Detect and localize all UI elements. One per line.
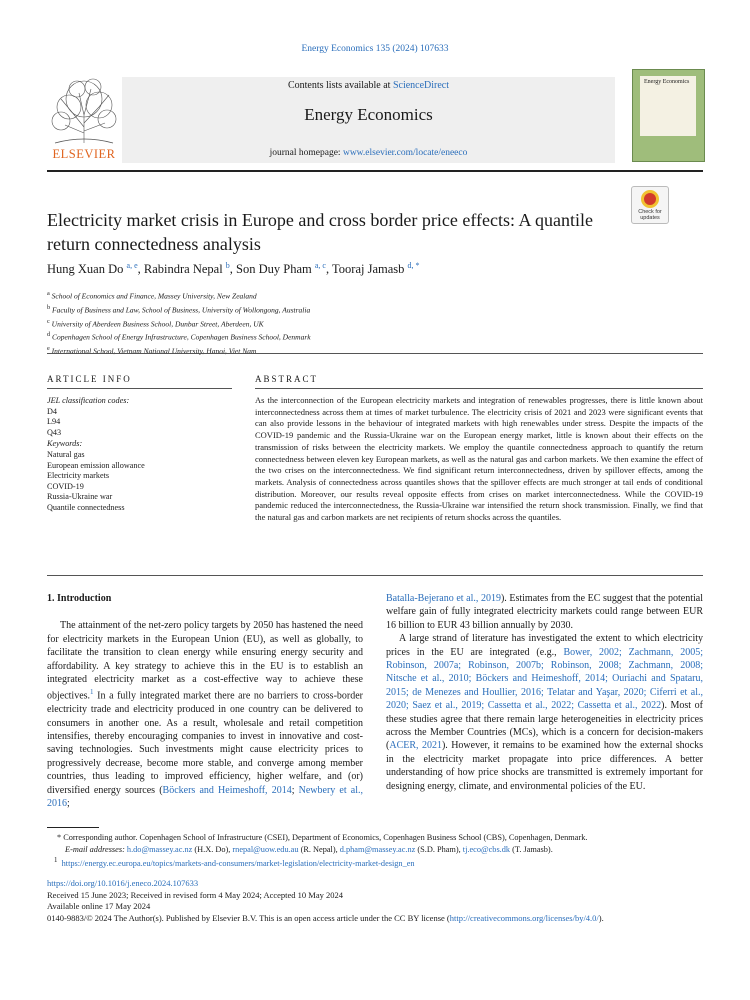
sciencedirect-link[interactable]: ScienceDirect bbox=[392, 80, 450, 91]
author-name[interactable]: Tooraj Jamasb bbox=[332, 262, 405, 277]
journal-title: Energy Economics bbox=[304, 105, 433, 124]
footnotes bbox=[47, 832, 703, 869]
affiliations bbox=[47, 288, 311, 357]
intro-paragraph-1-cont: Batalla-Bejerano et al., 2019). Estimates from the EC suggest that the potential welfare gain of fully integrated electricity markets could range between EUR 16 billion to EUR 43 billion annually by 2030. bbox=[386, 593, 703, 631]
email-link[interactable]: h.do@massey.ac.nz bbox=[126, 844, 193, 854]
elsevier-tree-icon bbox=[47, 77, 121, 147]
keyword: European emission allowance bbox=[47, 460, 145, 470]
journal-cover[interactable] bbox=[632, 69, 705, 162]
email-link[interactable]: d.pham@massey.ac.nz bbox=[339, 844, 416, 854]
body-column-left bbox=[47, 592, 363, 810]
email-link[interactable]: tj.eco@cbs.dk bbox=[462, 844, 511, 854]
doi-link[interactable]: https://doi.org/10.1016/j.eneco.2024.107633 bbox=[47, 878, 199, 888]
citation-link[interactable]: Batalla-Bejerano et al., 2019 bbox=[386, 593, 501, 604]
keyword: Electricity markets bbox=[47, 471, 110, 481]
abstract-heading: ABSTRACT bbox=[255, 374, 319, 384]
license-link[interactable]: http://creativecommons.org/licenses/by/4.0/ bbox=[449, 912, 599, 923]
body-column-right bbox=[386, 592, 703, 793]
check-updates-icon bbox=[641, 190, 659, 208]
citation-link[interactable]: Newbery et al., 2016 bbox=[47, 784, 363, 810]
footnote-1: $^1$ https://energy.ec.europa.eu/topics/markets-and-consumers/market-legislation/electricity-market-design_en bbox=[54, 857, 415, 868]
received-dates: Received 15 June 2023; Received in revised form 4 May 2024; Accepted 10 May 2024 bbox=[47, 889, 344, 900]
check-updates-label: Check for updates bbox=[638, 209, 662, 221]
keyword: Russia-Ukraine war bbox=[47, 492, 113, 502]
keyword: Quantile connectedness bbox=[47, 502, 125, 512]
citation-link[interactable]: ACER, 2021 bbox=[389, 740, 442, 752]
keyword: COVID-19 bbox=[47, 481, 84, 491]
header-rule bbox=[47, 353, 703, 354]
article-info-heading: ARTICLE INFO bbox=[47, 374, 132, 384]
masthead-center bbox=[122, 77, 615, 163]
footnote-url[interactable]: https://energy.ec.europa.eu/topics/markets-and-consumers/market-legislation/electricity-market-design_en bbox=[61, 858, 415, 868]
article-info bbox=[47, 396, 232, 514]
author-list: Hung Xuan Do $^{a, e}$, Rabindra Nepal $^b$, Son Duy Pham $^{a, c}$, Tooraj Jamasb $^{d, *}$ bbox=[47, 261, 420, 277]
check-for-updates-button[interactable] bbox=[631, 186, 669, 224]
keywords-heading: Keywords: bbox=[47, 439, 83, 449]
affiliation: $^d$ Copenhagen School of Energy Infrastructure, Copenhagen Business School, Denmark bbox=[47, 331, 311, 342]
contents-line: Contents lists available at ScienceDirect bbox=[287, 80, 450, 91]
homepage-link[interactable]: www.elsevier.com/locate/eneeco bbox=[342, 148, 468, 158]
jel-code: L94 bbox=[47, 417, 61, 427]
homepage-line: journal homepage: www.elsevier.com/locate/eneeco bbox=[269, 148, 468, 158]
author-name[interactable]: Hung Xuan Do bbox=[47, 262, 124, 277]
license-line: 0140-9883/© 2024 The Author(s). Published by Elsevier B.V. This is an open access article under the CC BY license (http://creativecommons.org/licenses/by/4.0/). bbox=[47, 912, 604, 923]
abstract-end-rule bbox=[47, 575, 703, 576]
author-sup[interactable]: a, c bbox=[314, 261, 326, 270]
footnote-ref[interactable]: 1 bbox=[90, 688, 94, 697]
footnote-rule bbox=[47, 827, 99, 828]
abstract-rule bbox=[255, 388, 703, 389]
affiliation: $^e$ International School, Vietnam National University, Hanoi, Viet Nam bbox=[47, 345, 257, 356]
masthead-rule bbox=[47, 170, 703, 172]
journal-masthead bbox=[47, 77, 703, 163]
paper-title: Electricity market crisis in Europe and cross border price effects: A quantile return connectedness analysis bbox=[47, 210, 593, 254]
jel-code: Q43 bbox=[47, 427, 62, 437]
online-date: Available online 17 May 2024 bbox=[47, 901, 151, 912]
cover-title: Energy Economics bbox=[640, 76, 696, 136]
corresponding-note: * Corresponding author. Copenhagen School of Infrastructure (CSEI), Department of Economics, Copenhagen Business School (CBS), Copenhagen, Denmark. bbox=[57, 833, 588, 842]
affiliation: $^a$ School of Economics and Finance, Massey University, New Zealand bbox=[47, 290, 257, 301]
abstract-text: As the interconnection of the European electricity markets and integration of renewables progresses, there is little known about interconnectedness across them at times of market turbulence. The electricity crisis of 2021 and 2023 were significant events that can also provide lessons in the behaviour of integrated markets with high renewables under stress. Despite the impacts of the COVID-19 pandemic and the Russia-Ukraine war on the European energy market, little is known about their effects on the transmission of risks between the electricity markets. We employ the quantile connectedness approach to quantify the return connectedness between eleven key European markets, as well as the natural gas and carbon markets. We then examine the effect of the two crises on the interconnectedness. We find significant return interconnectedness, driven by spillover effects, among the markets. Analysis of connectedness across quantiles shows that the spillover effects are much stronger at tail ends of conditional distribution. Moreover, our results reveal opposite effects from crises on market interconnectedness. While the COVID-19 pandemic reduced the interconnectedness, the Russia-Ukraine war intensified the return shock transmission. Finally, we find that the natural gas and carbon markets are net recipients of return shocks across the quantiles. bbox=[255, 395, 703, 523]
author-sup[interactable]: b bbox=[225, 261, 230, 270]
journal-citation[interactable]: Energy Economics 135 (2024) 107633 bbox=[301, 44, 449, 54]
email-line: E-mail addresses: h.do@massey.ac.nz (H.X. Do), rnepal@uow.edu.au (R. Nepal), d.pham@massey.ac.nz (S.D. Pham), tj.eco@cbs.dk (T. Jamasb). bbox=[65, 844, 553, 854]
article-info-rule bbox=[47, 388, 232, 389]
citation-links[interactable]: Bower, 2002; Zachmann, 2005; Robinson, 2007a; Robinson, 2007b; Robinson, 2008; Zachmann, 2008; Nitsche et al., 2010; Böckers and Heimeshoff, 2014; Ouriachi and Spataru, 2015; de Menezes and Houllier, 2016; Telatar and Yaşar, 2020; Ciferri et al., 2020; Saez et al., 2019; Cassetta et al., 2022; Cassetta et al., 2022 bbox=[386, 646, 703, 712]
author-name[interactable]: Rabindra Nepal bbox=[143, 262, 223, 277]
section-heading: 1. Introduction bbox=[47, 593, 112, 604]
keyword: Natural gas bbox=[47, 449, 85, 459]
email-link[interactable]: rnepal@uow.edu.au bbox=[232, 844, 299, 854]
author-sup[interactable]: a, e bbox=[126, 261, 138, 270]
intro-paragraph-1: The attainment of the net-zero policy targets by 2050 has hastened the need for electricity markets in the European Union (EU), as well as globally, to facilitate the transition to clean energy while ensuring energy security and affordability. A key strategy to achieve this in the EU is to establish an integrated electricity market as a cost-effective way to achieve these objectives.$^1$ In a fully integrated market there are no barriers to cross-border electricity trade and electricity produced in one country can be delivered to consumers in another one. As a result, wholesale and retail competition intensifies, thereby encouraging companies to invest in innovative and cost-saving technologies. Such investments might cause electricity prices to progressively decrease, become more stable, and converge among member countries, thus leading to improved efficiency, higher welfare, and (or) diversified energy sources (Böckers and Heimeshoff, 2014; Newbery et al., 2016; bbox=[47, 620, 363, 810]
jel-code: D4 bbox=[47, 406, 58, 416]
intro-paragraph-2: A large strand of literature has investigated the extent to which electricity prices in the EU are integrated (e.g., Bower, 2002; Zachmann, 2005; Robinson, 2007a; Robinson, 2007b; Robinson, 2008; Zachmann, 2008; Nitsche et al., 2010; Böckers and Heimeshoff, 2014; Ouriachi and Spataru, 2015; de Menezes and Houllier, 2016; Telatar and Yaşar, 2020; Ciferri et al., 2020; Saez et al., 2019; Cassetta et al., 2022; Cassetta et al., 2022). Most of these studies agree that there remain large heterogeneities in electricity prices across the Member Countries (MCs), which is a concern for decision-makers (ACER, 2021). However, it remains to be examined how the external shocks in the electricity market propagate into price differences. A better understanding of how price shocks are transmitted is extremely important for designing energy, climate, and environmental policies of the EU. bbox=[386, 633, 704, 792]
author-sup[interactable]: d, * bbox=[407, 261, 420, 270]
publisher-name: ELSEVIER bbox=[52, 147, 116, 161]
citation-link[interactable]: Böckers and Heimeshoff, 2014 bbox=[162, 784, 292, 796]
author-name[interactable]: Son Duy Pham bbox=[236, 262, 312, 277]
article-meta bbox=[47, 878, 703, 924]
affiliation: $^b$ Faculty of Business and Law, School of Business, University of Wollongong, Australia bbox=[47, 303, 311, 315]
jel-heading: JEL classification codes: bbox=[47, 396, 130, 405]
elsevier-logo bbox=[47, 77, 121, 163]
affiliation: $^c$ University of Aberdeen Business School, Dunbar Street, Aberdeen, UK bbox=[47, 317, 264, 329]
